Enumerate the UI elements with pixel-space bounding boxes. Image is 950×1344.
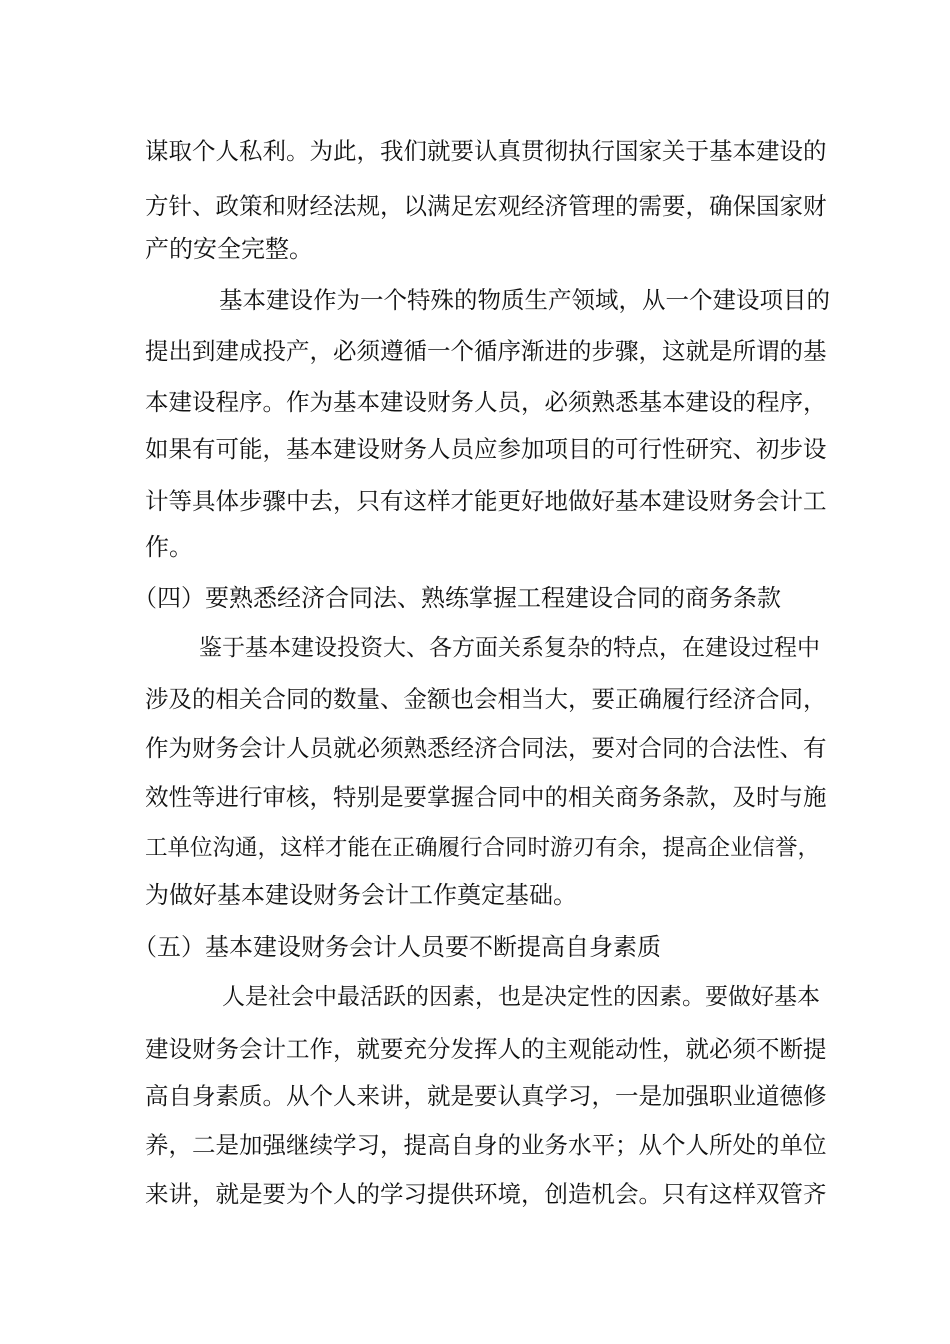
paragraph-line: 涉及的相关合同的数量、金额也会相当大，要正确履行经济合同， (145, 685, 827, 713)
paragraph-line: 工单位沟通，这样才能在正确履行合同时游刃有余，提高企业信誉， (145, 835, 821, 861)
paragraph-line: 鉴于基本建设投资大、各方面关系复杂的特点，在建设过程中 (199, 635, 820, 661)
paragraph-line: 谋取个人私利。为此，我们就要认真贯彻执行国家关于基本建设的 (145, 137, 827, 165)
paragraph-line: 建设财务会计工作，就要充分发挥人的主观能动性，就必须不断提 (145, 1035, 827, 1063)
paragraph-line: 如果有可能，基本建设财务人员应参加项目的可行性研究、初步设 (145, 435, 827, 463)
paragraph-line: 作为财务会计人员就必须熟悉经济合同法，要对合同的合法性、有 (145, 734, 827, 762)
paragraph-line: 来讲，就是要为个人的学习提供环境，创造机会。只有这样双管齐 (145, 1180, 827, 1208)
paragraph-line: 人是社会中最活跃的因素，也是决定性的因素。要做好基本 (222, 984, 820, 1010)
paragraph-line: 养，二是加强继续学习，提高自身的业务水平；从个人所处的单位 (145, 1131, 827, 1159)
paragraph-line: 产的安全完整。 (145, 235, 313, 263)
section-heading: （四）要熟悉经济合同法、熟练掌握工程建设合同的商务条款 (133, 584, 781, 612)
paragraph-line: 基本建设作为一个特殊的物质生产领域，从一个建设项目的 (219, 286, 830, 314)
paragraph-line: 计等具体步骤中去，只有这样才能更好地做好基本建设财务会计工 (145, 487, 827, 515)
paragraph-line: 作。 (145, 533, 193, 561)
paragraph-line: 提出到建成投产，必须遵循一个循序渐进的步骤，这就是所谓的基 (145, 337, 827, 365)
paragraph-line: 效性等进行审核，特别是要掌握合同中的相关商务条款，及时与施 (145, 783, 827, 811)
paragraph-line: 高自身素质。从个人来讲，就是要认真学习，一是加强职业道德修 (145, 1082, 827, 1110)
paragraph-line: 方针、政策和财经法规，以满足宏观经济管理的需要，确保国家财 (145, 192, 827, 220)
section-heading: （五）基本建设财务会计人员要不断提高自身素质 (133, 933, 661, 961)
paragraph-line: 本建设程序。作为基本建设财务人员，必须熟悉基本建设的程序， (145, 388, 827, 416)
paragraph-line: 为做好基本建设财务会计工作奠定基础。 (145, 881, 577, 909)
